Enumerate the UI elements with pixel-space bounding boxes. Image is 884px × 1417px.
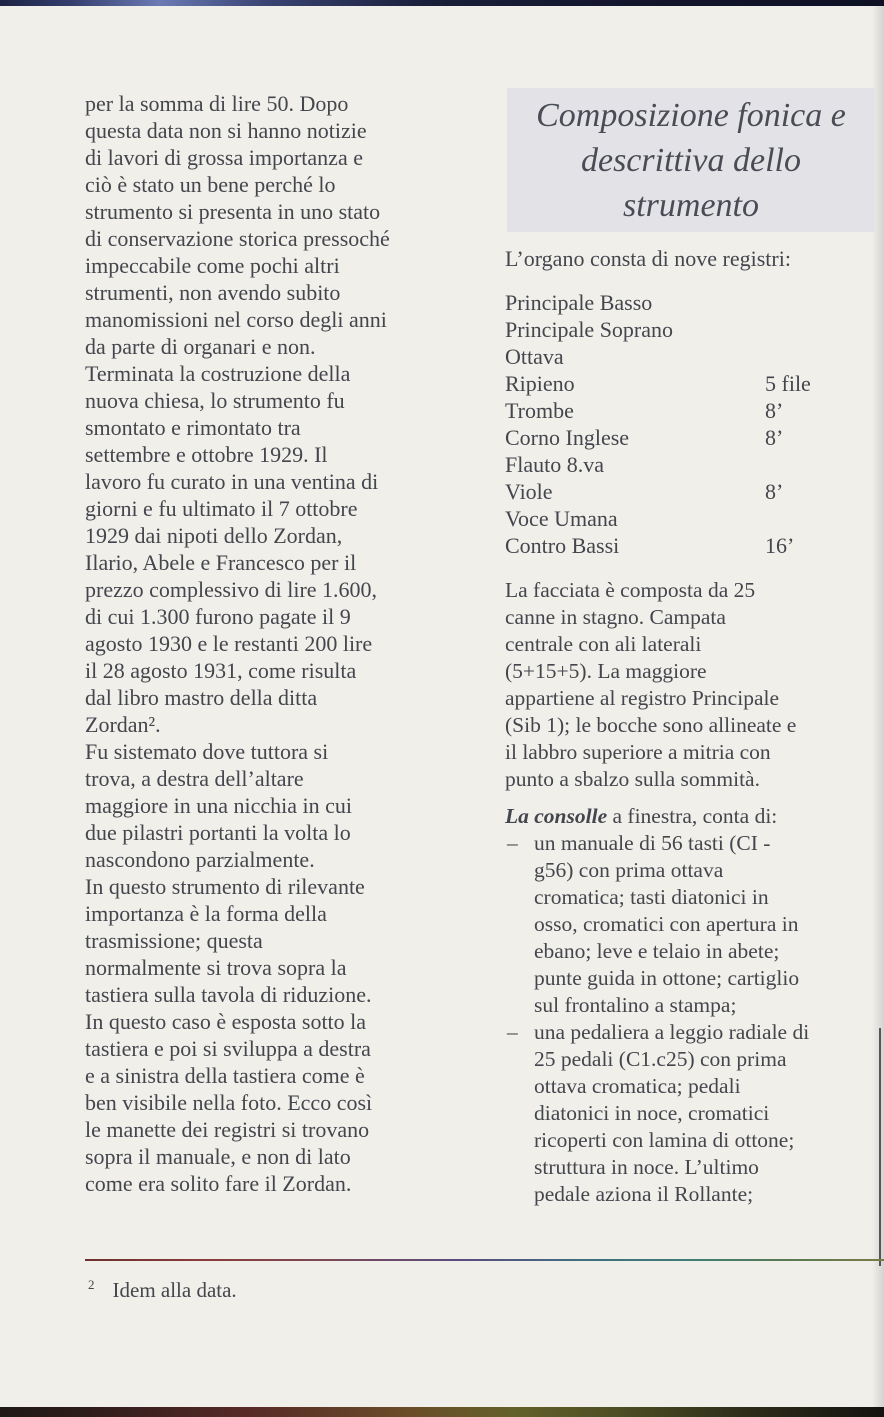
- register-row: [505, 343, 883, 370]
- register-name: Trombe: [505, 398, 574, 423]
- register-row: [505, 289, 883, 316]
- console-rest: a finestra, conta di:: [607, 804, 778, 828]
- register-value: 16’: [765, 533, 795, 558]
- register-row: [505, 316, 883, 343]
- dash-bullet: –: [507, 831, 518, 855]
- section-heading-panel: [507, 88, 875, 232]
- register-name: Corno Inglese: [505, 425, 630, 450]
- dash-bullet: –: [507, 1020, 518, 1044]
- register-value: 8’: [765, 425, 784, 450]
- facade-paragraph: La facciata è composta da 25 canne in stagno. Campata centrale con ali laterali (5+15+5). La maggiore appartiene al registro Principale (Sib 1); le bocche sono allineate e il labbro superiore a mitria con punto a sbalzo sulla sommità.: [505, 578, 797, 791]
- register-name: Ottava: [505, 344, 564, 369]
- scan-edge-bottom: [0, 1407, 884, 1417]
- register-name: Contro Bassi: [505, 533, 620, 558]
- console-item-text: un manuale di 56 tasti (CI - g56) con prima ottava cromatica; tasti diatonici in osso, cromatici con apertura in ebano; leve e telaio in abete; punte guida in ottone; cartiglio sul frontalino a stampa;: [534, 831, 800, 1017]
- register-name: Flauto 8.va: [505, 452, 604, 477]
- register-name: Ripieno: [505, 371, 575, 396]
- console-item-pedaliera: [505, 1019, 884, 1208]
- register-name: Voce Umana: [505, 506, 618, 531]
- register-value: 8’: [765, 398, 784, 423]
- registers-intro: L’organo consta di nove registri:: [505, 246, 791, 271]
- console-lead: La consolle: [505, 804, 608, 828]
- left-column-text: per la somma di lire 50. Dopo questa data non si hanno notizie di lavori di grossa importanza e ciò è stato un bene perché lo strumento si presenta in uno stato di conservazione storica pressoché impeccabile come pochi altri strumenti, non avendo subito manomissioni nel corso degli anni da parte di organari e non. Terminata la costruzione della nuova chiesa, lo strumento fu smontato e rimontato tra settembre e ottobre 1929. Il lavoro fu curato in una ventina di giorni e fu ultimato il 7 ottobre 1929 dai nipoti dello Zordan, Ilario, Abele e Francesco per il prezzo complessivo di lire 1.600, di cui 1.300 furono pagate il 9 agosto 1930 e le restanti 200 lire il 28 agosto 1931, come risulta dal libro mastro della ditta Zordan². Fu sistemato dove tuttora si trova, a destra dell’altare maggiore in una nicchia in cui due pilastri portanti la volta lo nascondono parzialmente. In questo strumento di rilevante importanza è la forma della trasmissione; questa normalmente si trova sopra la tastiera sulla tavola di riduzione. In questo caso è esposta sotto la tastiera e poi si sviluppa a destra e a sinistra della tastiera come è ben visibile nella foto. Ecco così le manette dei registri si trovano sopra il manuale, e non di lato come era solito fare il Zordan.: [85, 91, 390, 1196]
- register-value: 8’: [765, 479, 784, 504]
- register-row: [505, 505, 883, 532]
- section-heading: Composizione fonica e descrittiva dello strumento: [536, 97, 846, 224]
- console-intro: [505, 803, 884, 830]
- console-item-text: una pedaliera a leggio radiale di 25 pedali (C1.c25) con prima ottava cromatica; pedali diatonici in noce, cromatici ricoperti con lamina di ottone; struttura in noce. L’ultimo pedale aziona il Rollante;: [534, 1020, 810, 1206]
- footnote: [88, 1272, 588, 1303]
- register-name: Viole: [505, 479, 553, 504]
- scan-edge-top: [0, 0, 884, 6]
- console-item-manuale: [505, 830, 884, 1019]
- footnote-rule: [85, 1259, 884, 1261]
- register-row: [505, 397, 883, 424]
- footnote-marker: 2: [88, 1277, 95, 1292]
- register-row: [505, 478, 883, 505]
- register-row: [505, 532, 883, 559]
- register-name: Principale Soprano: [505, 317, 674, 342]
- register-name: Principale Basso: [505, 290, 653, 315]
- footnote-text: Idem alla data.: [112, 1278, 237, 1302]
- console-section: [505, 803, 884, 1208]
- register-row: [505, 370, 883, 397]
- register-row: [505, 424, 883, 451]
- register-row: [505, 451, 883, 478]
- registers-list: [505, 289, 883, 559]
- register-value: 5 file: [765, 371, 811, 396]
